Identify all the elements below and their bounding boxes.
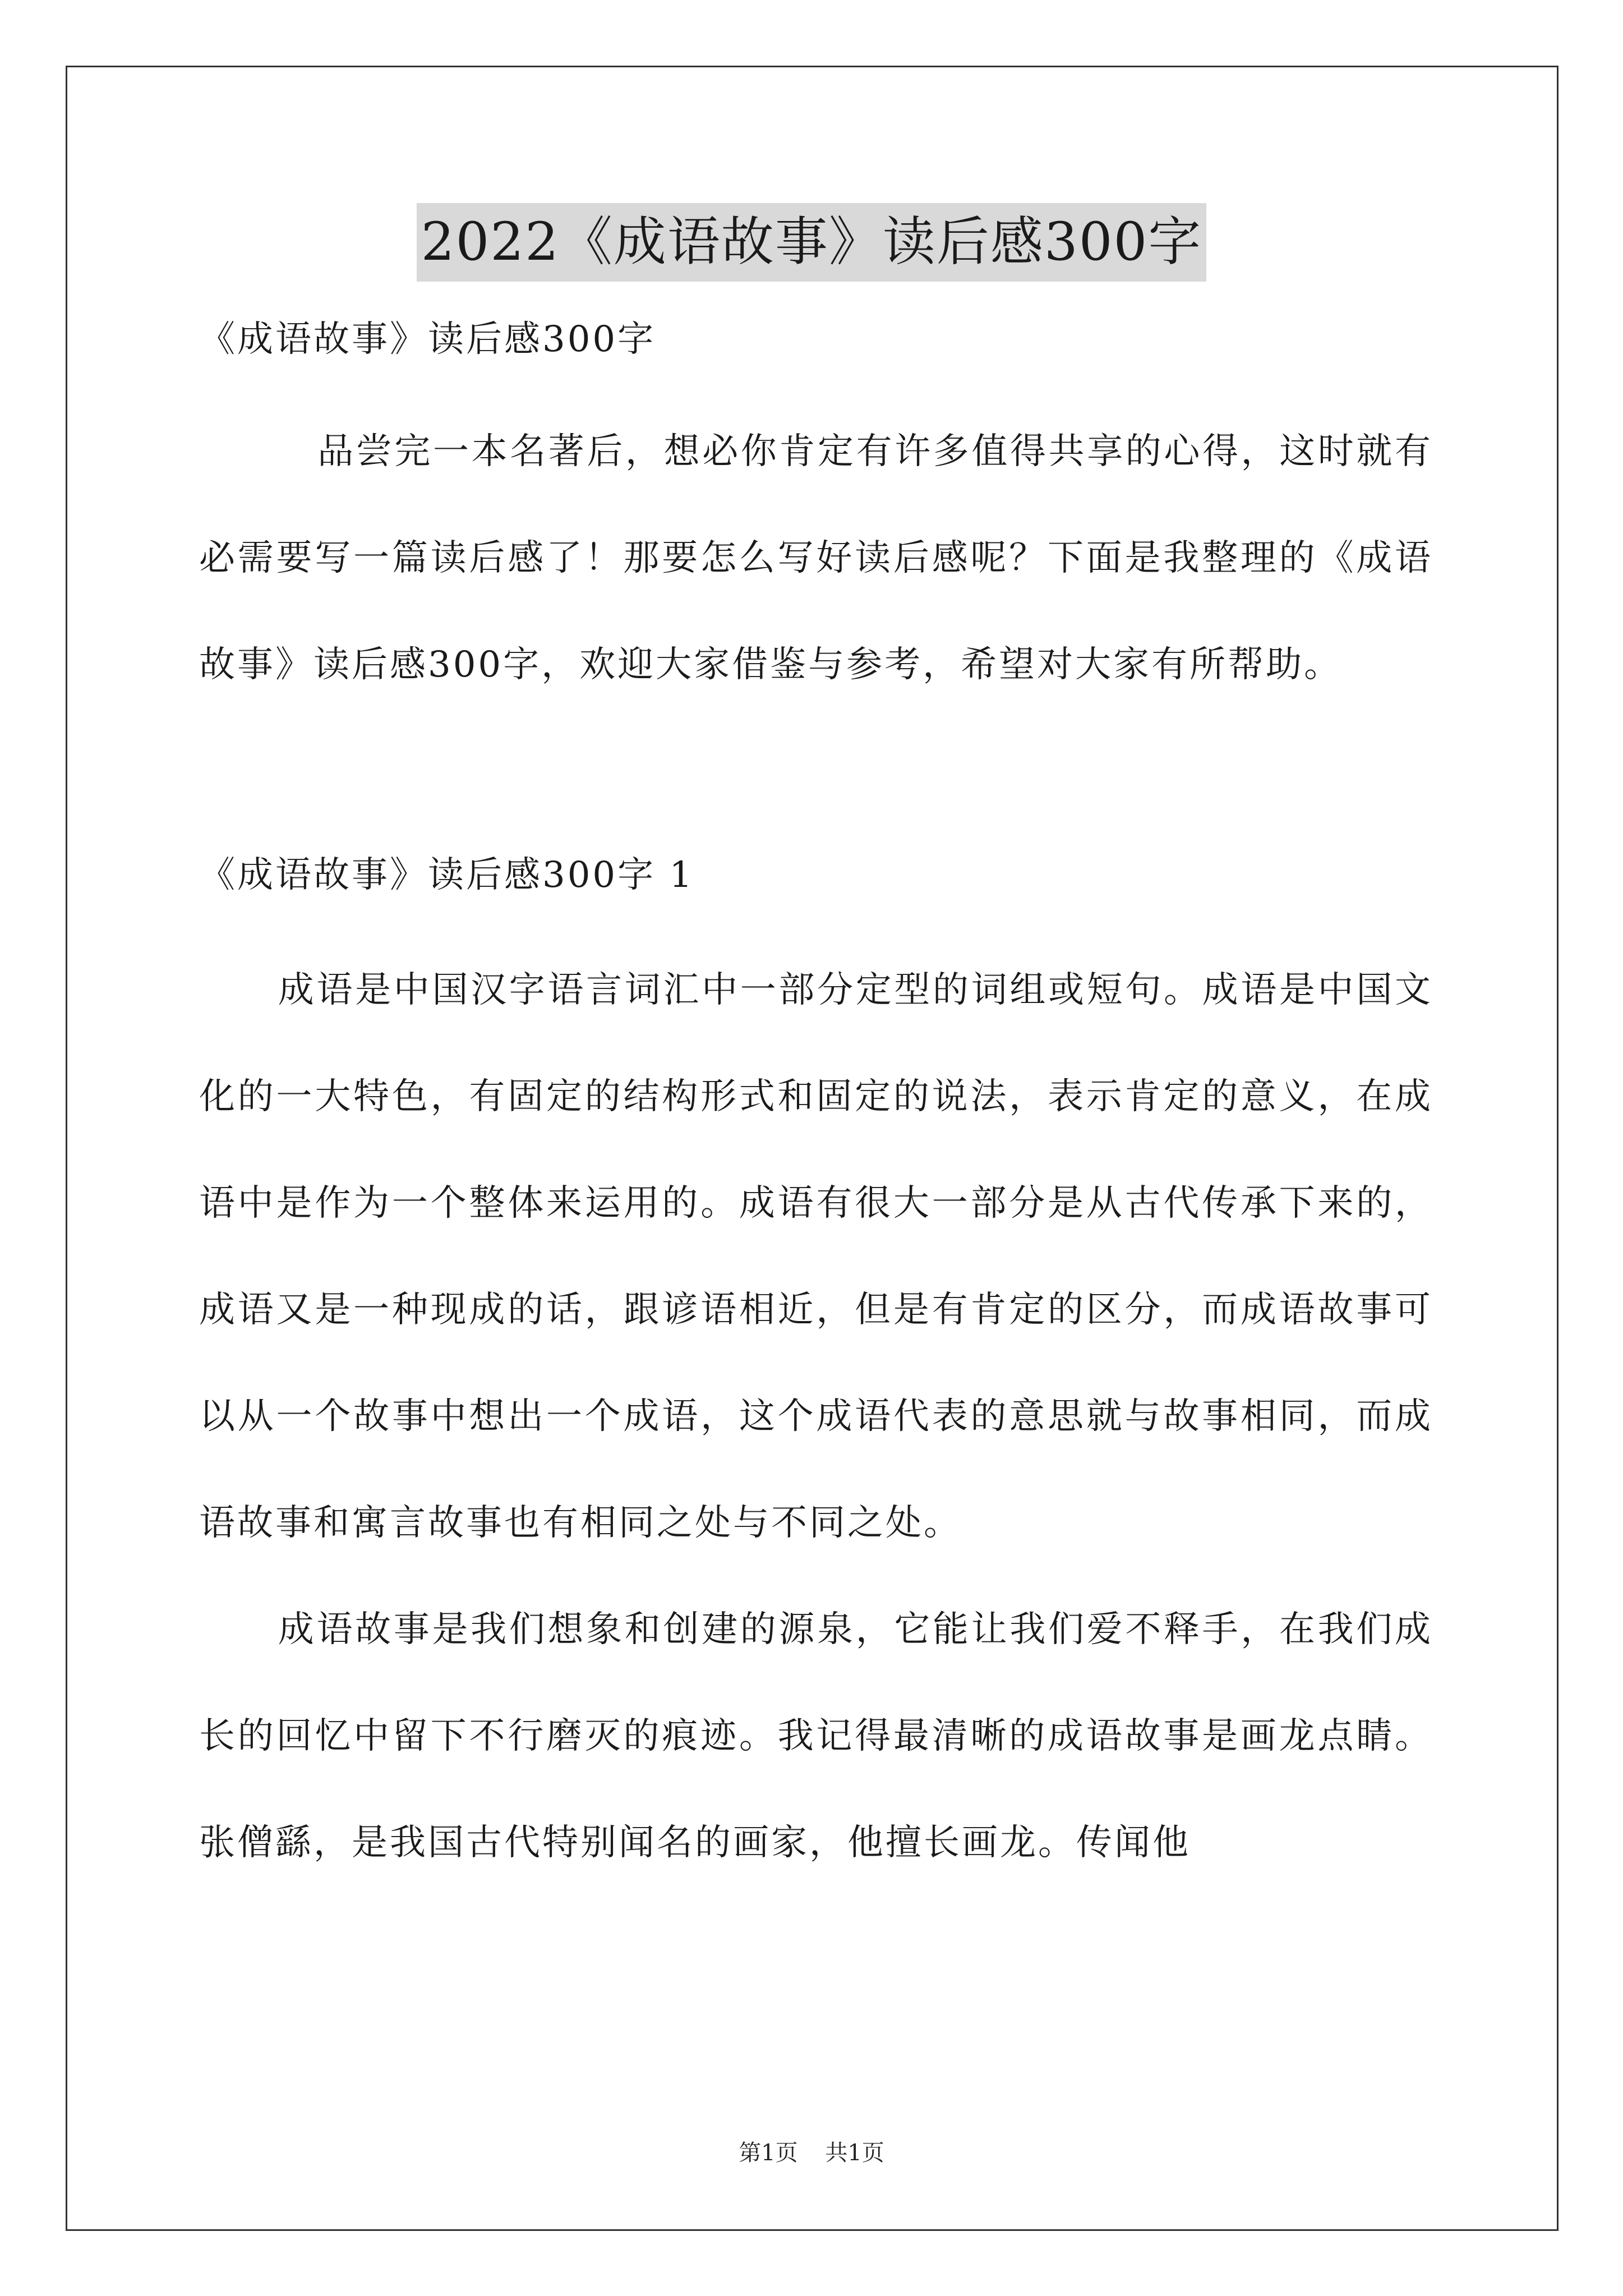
document-title: 2022《成语故事》读后感300字 [417,203,1207,282]
intro-paragraph: 品尝完一本名著后，想必你肯定有许多值得共享的心得，这时就有必需要写一篇读后感了！那要怎么写好读后感呢？下面是我整理的《成语故事》读后感300字，欢迎大家借鉴与参考，希望对大家有所帮助。 [199,431,1433,685]
page-footer [0,2135,1623,2167]
document-body [199,303,1433,1896]
section-heading: 《成语故事》读后感300字 1 [199,854,695,896]
body-paragraph-2: 成语故事是我们想象和创建的源泉，它能让我们爱不释手，在我们成长的回忆中留下不行磨灭的痕迹。我记得最清晰的成语故事是画龙点睛。张僧繇，是我国古代特别闻名的画家，他擅长画龙。传闻他 [199,1609,1433,1864]
title-container [0,203,1623,282]
document-subtitle: 《成语故事》读后感300字 [199,319,656,360]
spacer [199,718,1433,839]
body-paragraph-1: 成语是中国汉字语言词汇中一部分定型的词组或短句。成语是中国文化的一大特色，有固定的结构形式和固定的说法，表示肯定的意义，在成语中是作为一个整体来运用的。成语有很大一部分是从古代传承下来的，成语又是一种现成的话，跟谚语相近，但是有肯定的区分，而成语故事可以从一个故事中想出一个成语，这个成语代表的意思就与故事相同，而成语故事和寓言故事也有相同之处与不同之处。 [199,969,1433,1544]
page-total: 共1页 [825,2140,884,2166]
spacer [199,912,1433,937]
spacer [199,376,1433,398]
page-number: 第1页 [739,2140,798,2166]
